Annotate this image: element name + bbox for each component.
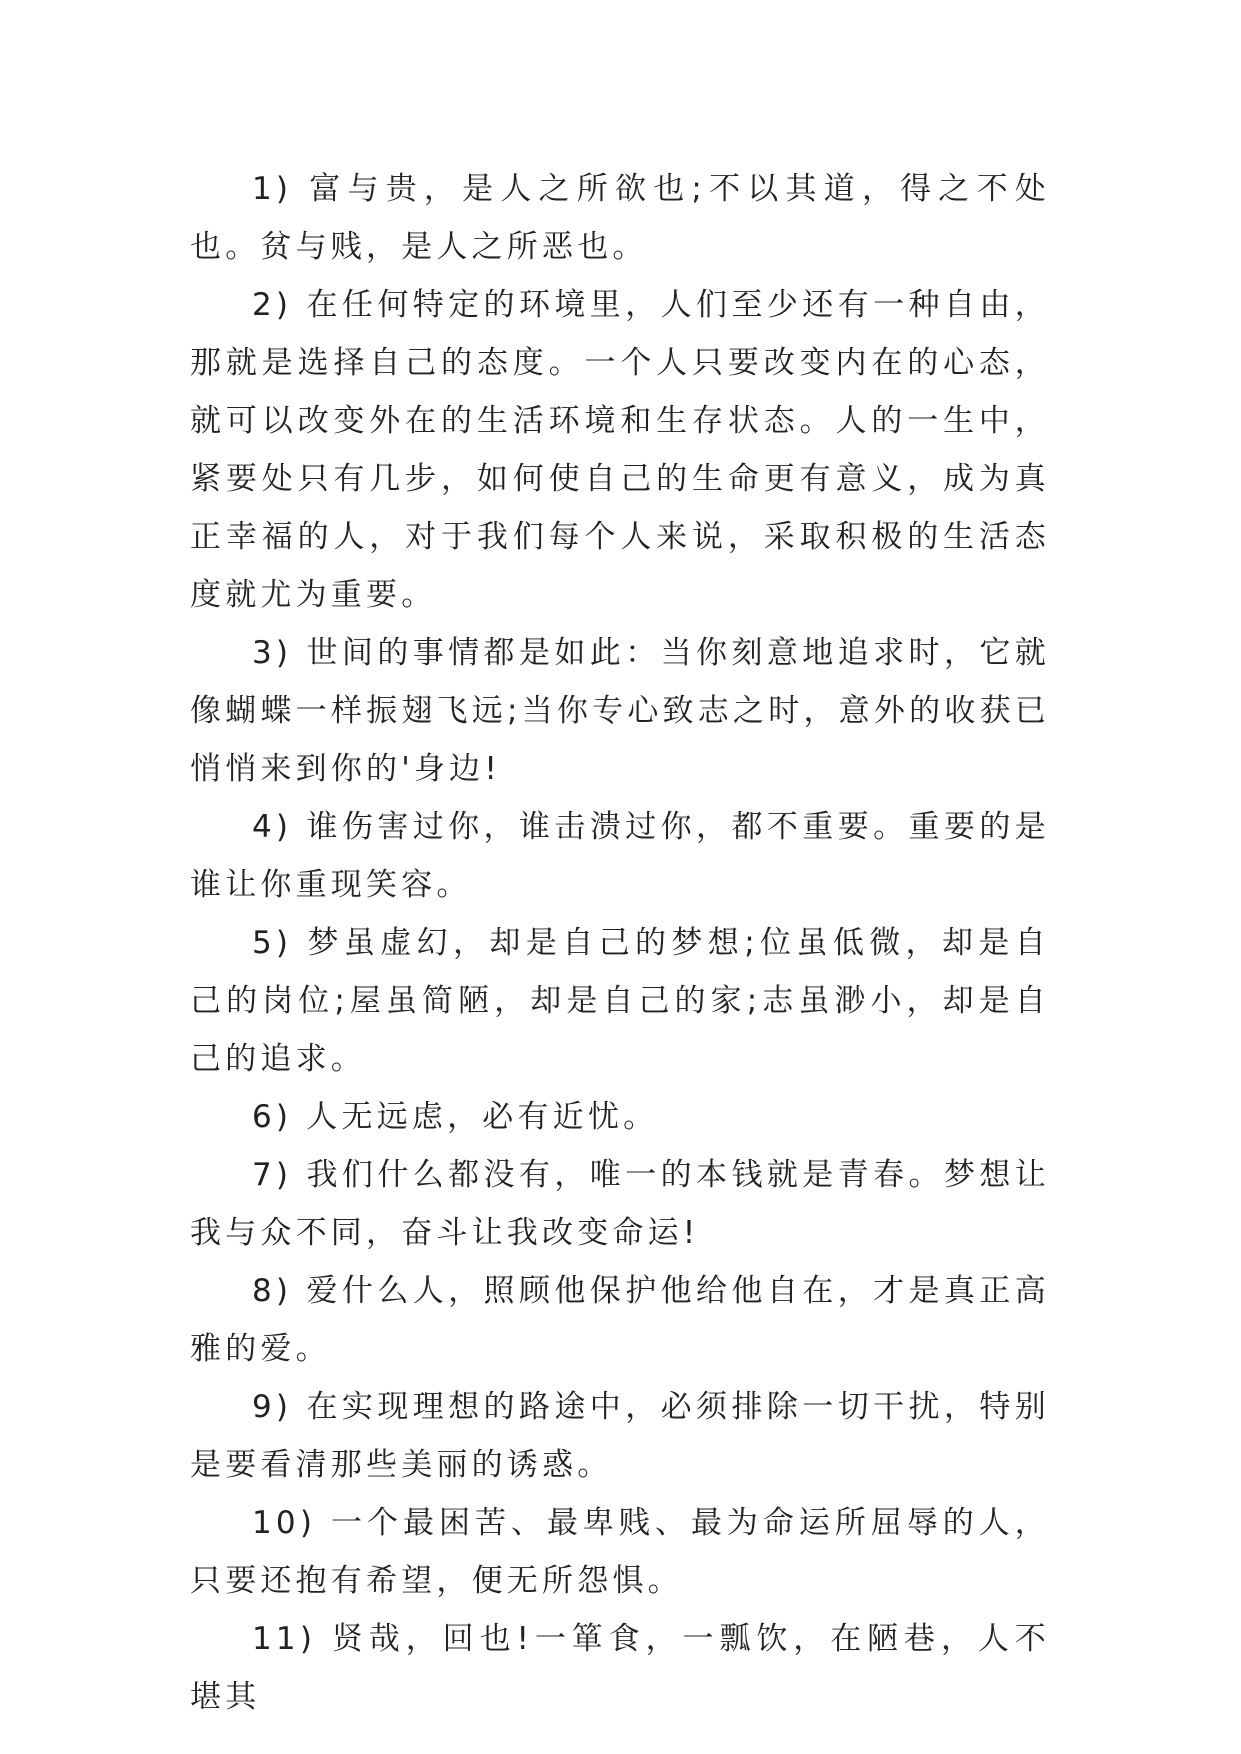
quote-paragraph-7: 7) 我们什么都没有，唯一的本钱就是青春。梦想让我与众不同，奋斗让我改变命运! (190, 1157, 1050, 1251)
quote-paragraph-2: 2) 在任何特定的环境里，人们至少还有一种自由，那就是选择自己的态度。一个人只要改变内在的心态，就可以改变外在的生活环境和生存状态。人的一生中，紧要处只有几步，如何使自己的生命更有意义，成为真正幸福的人，对于我们每个人来说，采取积极的生活态度就尤为重要。 (190, 287, 1050, 613)
quote-paragraph-4: 4) 谁伤害过你，谁击溃过你，都不重要。重要的是谁让你重现笑容。 (190, 809, 1050, 903)
quote-paragraph-5: 5) 梦虽虚幻，却是自己的梦想;位虽低微，却是自己的岗位;屋虽简陋，却是自己的家;志虽渺小，却是自己的追求。 (190, 925, 1050, 1077)
document-body (190, 160, 1050, 1726)
quote-paragraph-10: 10) 一个最困苦、最卑贱、最为命运所屈辱的人，只要还抱有希望，便无所怨惧。 (190, 1505, 1050, 1599)
quote-paragraph-6: 6) 人无远虑，必有近忧。 (252, 1099, 659, 1135)
quote-paragraph-11: 11) 贤哉，回也!一箪食，一瓢饮，在陋巷，人不堪其 (190, 1621, 1050, 1715)
quote-paragraph-9: 9) 在实现理想的路途中，必须排除一切干扰，特别是要看清那些美丽的诱惑。 (190, 1389, 1050, 1483)
quote-paragraph-1: 1) 富与贵，是人之所欲也;不以其道，得之不处也。贫与贱，是人之所恶也。 (190, 171, 1050, 265)
quote-paragraph-8: 8) 爱什么人，照顾他保护他给他自在，才是真正高雅的爱。 (190, 1273, 1050, 1367)
quote-paragraph-3: 3) 世间的事情都是如此：当你刻意地追求时，它就像蝴蝶一样振翅飞远;当你专心致志之时，意外的收获已悄悄来到你的'身边! (190, 635, 1050, 787)
